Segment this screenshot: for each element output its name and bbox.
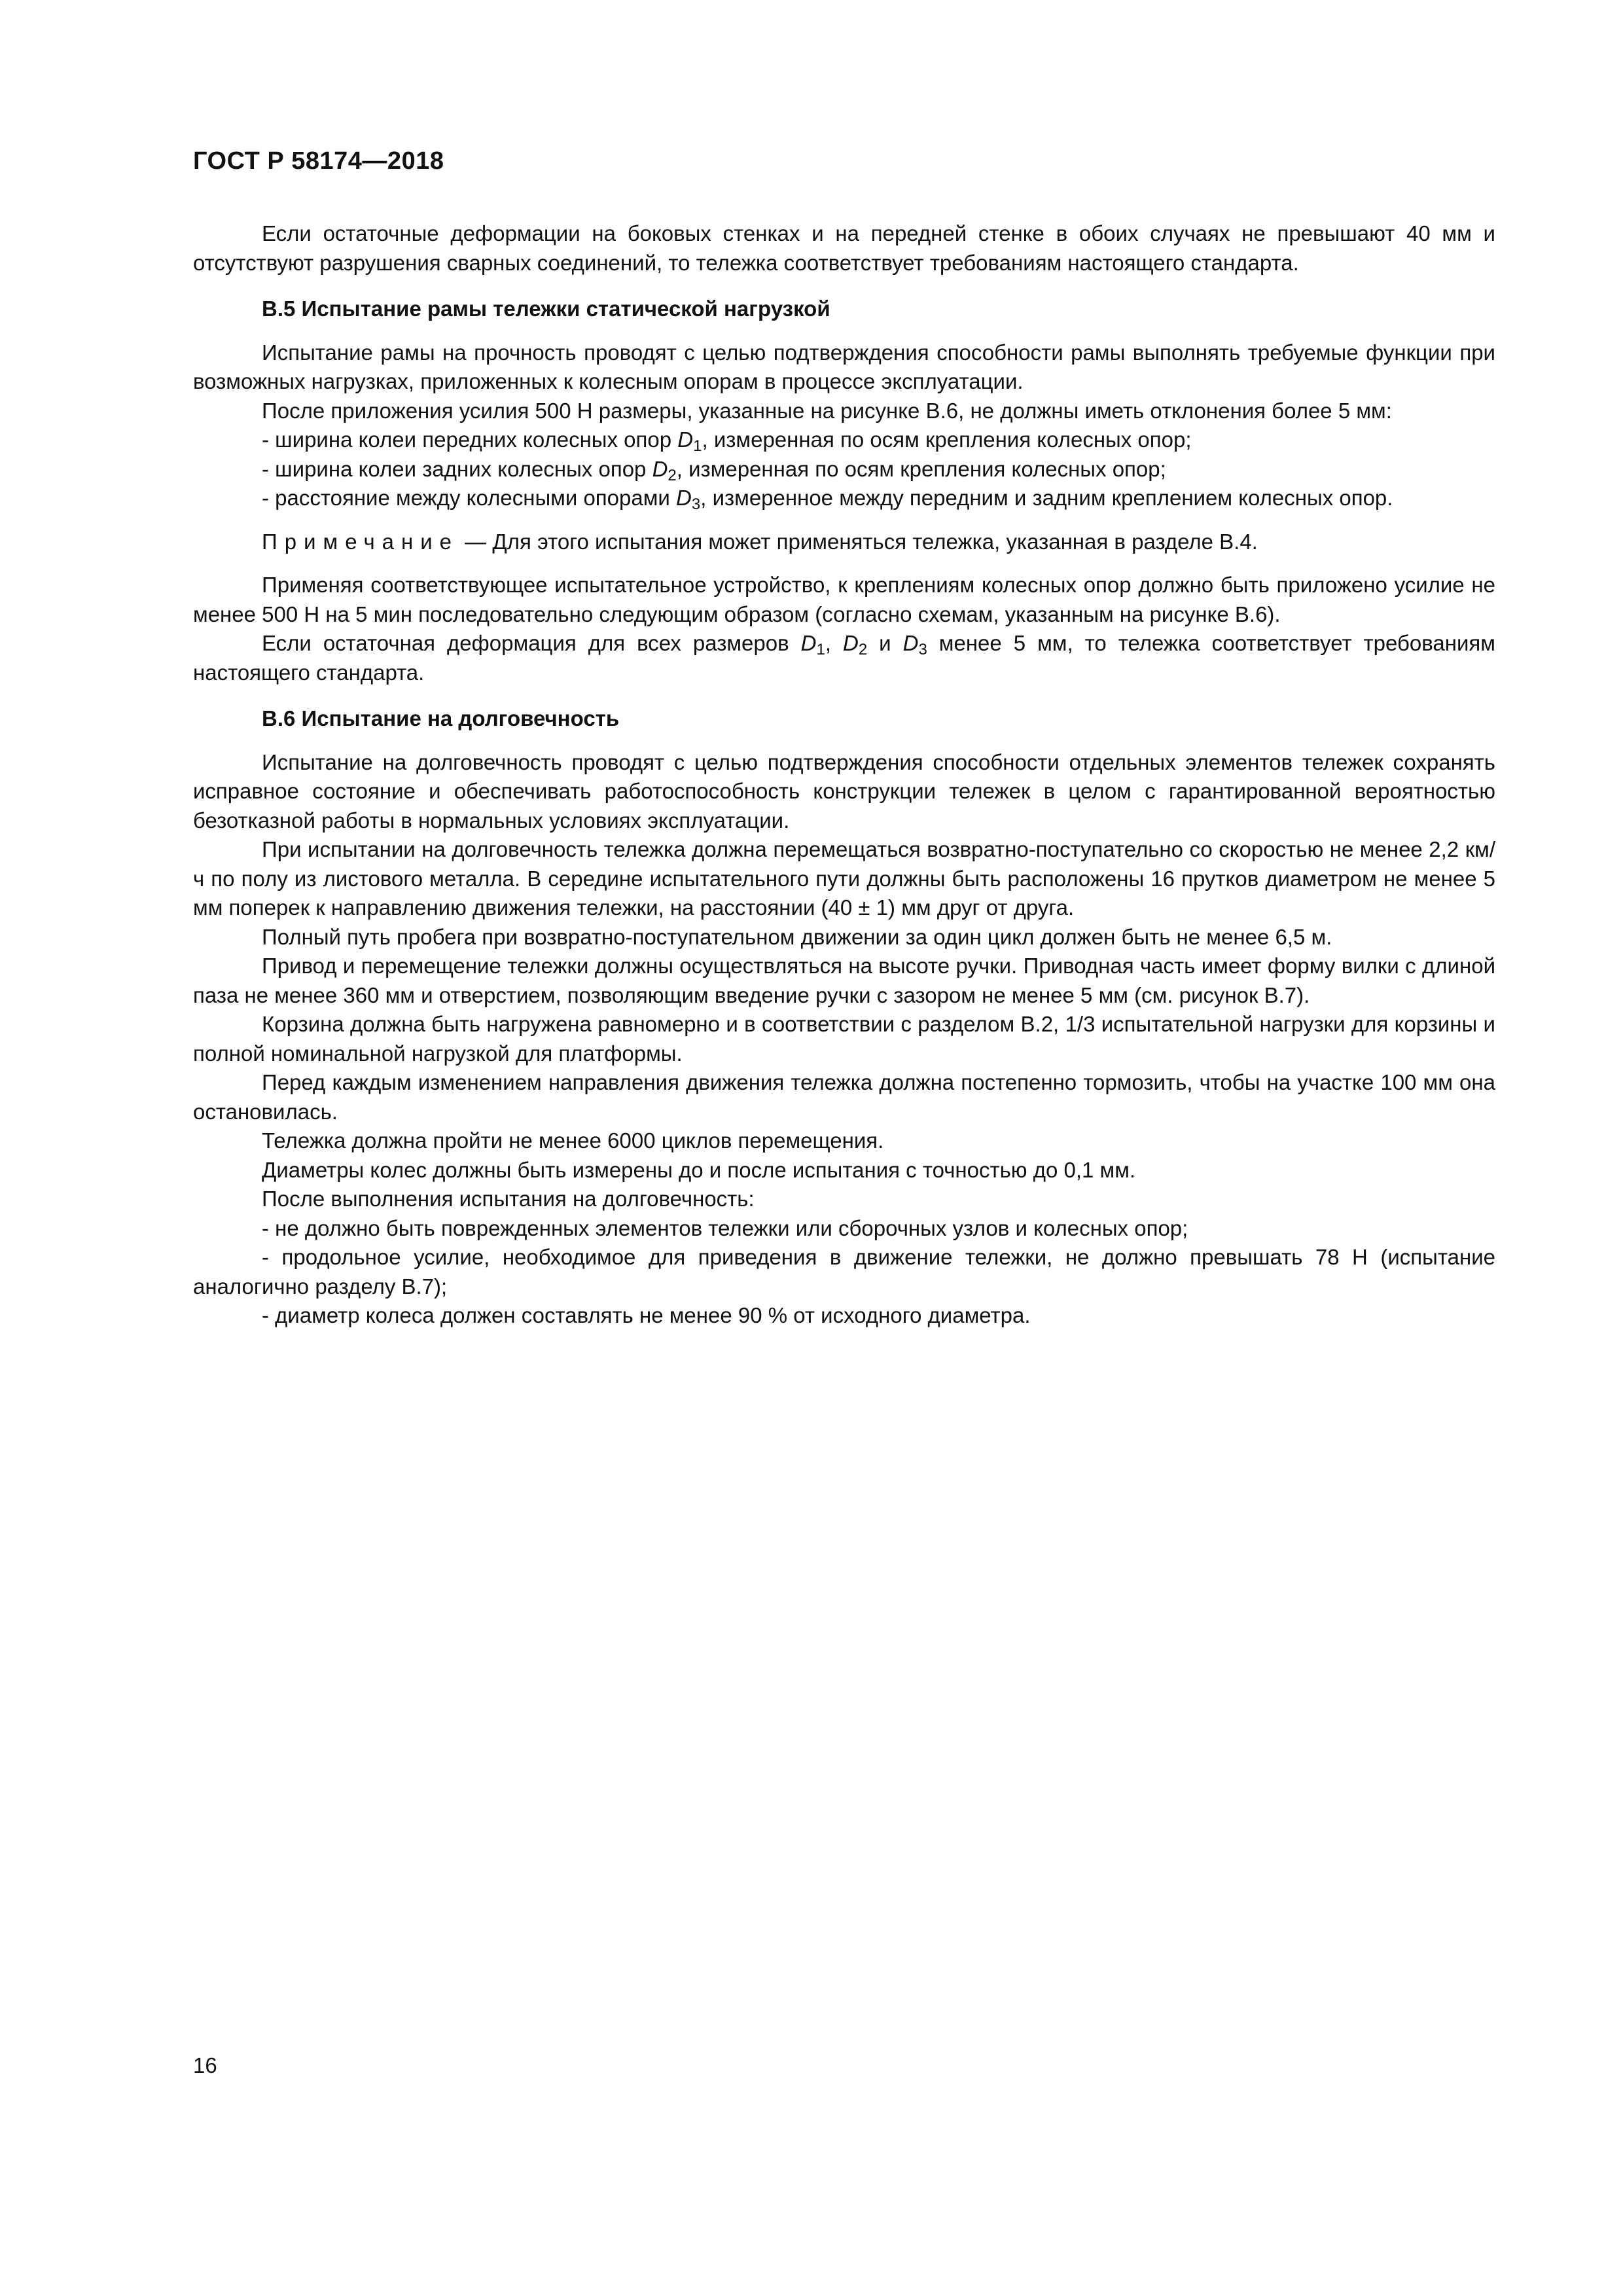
symbol-d: D (902, 631, 919, 655)
text-span: менее 5 мм, то тележка соответствует требованиям настоящего стандарта. (193, 631, 1495, 685)
b6-list-item: - диаметр колеса должен составлять не менее 90 % от исходного диаметра. (262, 1303, 1031, 1327)
b5-list-item-1 (193, 425, 1495, 455)
page-content (193, 219, 1495, 1331)
b6-list-item: - не должно быть поврежденных элементов тележки или сборочных узлов и колесных опор; (262, 1215, 1188, 1240)
symbol-d: D (676, 486, 692, 510)
b5-list-item-2 (193, 455, 1495, 484)
symbol-d: D (800, 631, 817, 655)
subscript: 1 (693, 437, 702, 455)
b6-paragraph: Тележка должна пройти не менее 6000 циклов перемещения. (262, 1128, 884, 1153)
intro-paragraph: Если остаточные деформации на боковых стенках и на передней стенке в обоих случаях не превышают 40 мм и отсутствуют разрушения сварных соединений, то тележка соответствует требованиям настоящего стандарта. (193, 221, 1495, 275)
text-span: - расстояние между колесными опорами (262, 486, 677, 510)
b6-list-item: - продольное усилие, необходимое для приведения в движение тележки, не должно превышать 78 Н (испытание аналогично разделу В.7); (193, 1245, 1495, 1299)
b5-paragraph-4 (193, 629, 1495, 687)
text-span: Если остаточная деформация для всех размеров (262, 631, 801, 655)
symbol-d: D (677, 427, 694, 452)
text-span: , (825, 631, 843, 655)
b5-note (193, 528, 1495, 557)
b5-paragraph-3: Применяя соответствующее испытательное устройство, к креплениям колесных опор должно быть приложено усилие не менее 500 Н на 5 мин последовательно следующим образом (согласно схемам, указанным на рисунке В.6). (193, 573, 1495, 626)
section-b6-title: В.6 Испытание на долговечность (262, 706, 620, 730)
text-span: и (867, 631, 903, 655)
section-b5-title: В.5 Испытание рамы тележки статической нагрузкой (262, 296, 830, 321)
text-span: , измеренная по осям крепления колесных опор; (676, 456, 1166, 481)
symbol-d: D (652, 456, 668, 481)
b6-paragraph: Перед каждым изменением направления движения тележка должна постепенно тормозить, чтобы на участке 100 мм она остановилась. (193, 1070, 1495, 1124)
b5-paragraph-1: Испытание рамы на прочность проводят с целью подтверждения способности рамы выполнять требуемые функции при возможных нагрузках, приложенных к колесным опорам в процессе эксплуатации. (193, 340, 1495, 393)
text-span: , измеренная по осям крепления колесных опор; (702, 427, 1192, 452)
subscript: 2 (668, 466, 677, 484)
symbol-d: D (842, 631, 859, 655)
page-number: 16 (193, 2053, 217, 2077)
subscript: 3 (691, 495, 701, 513)
b6-paragraph: Диаметры колес должны быть измерены до и после испытания с точностью до 0,1 мм. (262, 1157, 1136, 1182)
b6-paragraph: Полный путь пробега при возвратно-поступательном движении за один цикл должен быть не менее 6,5 м. (262, 924, 1332, 949)
b5-paragraph-2: После приложения усилия 500 Н размеры, указанные на рисунке В.6, не должны иметь отклонения более 5 мм: (262, 398, 1392, 423)
note-text: — Для этого испытания может применяться тележка, указанная в разделе В.4. (459, 529, 1258, 554)
b6-paragraph: После выполнения испытания на долговечность: (262, 1187, 755, 1211)
text-span: , измеренное между передним и задним креплением колесных опор. (700, 486, 1393, 510)
text-span: - ширина колеи передних колесных опор (262, 427, 678, 452)
note-label: Примечание (262, 529, 459, 554)
b5-list-item-3 (193, 484, 1495, 513)
b6-paragraph: Испытание на долговечность проводят с целью подтверждения способности отдельных элементов тележек сохранять исправное состояние и обеспечивать работоспособность конструкции тележек в целом с гарантированной вероятностью безотказной работы в нормальных условиях эксплуатации. (193, 749, 1495, 833)
subscript: 2 (858, 641, 868, 658)
b6-paragraph: При испытании на долговечность тележка должна перемещаться возвратно-поступательно со скоростью не менее 2,2 км/ч по полу из листового металла. В середине испытательного пути должны быть расположены 16 прутков диаметром не менее 5 мм поперек к направлению движения тележки, на расстоянии (40 ± 1) мм друг от друга. (193, 837, 1495, 920)
document-code-header: ГОСТ Р 58174—2018 (193, 147, 444, 175)
b6-paragraph: Корзина должна быть нагружена равномерно и в соответствии с разделом В.2, 1/3 испытательной нагрузки для корзины и полной номинальной нагрузкой для платформы. (193, 1012, 1495, 1066)
subscript: 1 (816, 641, 825, 658)
text-span: - ширина колеи задних колесных опор (262, 456, 652, 481)
b6-paragraph: Привод и перемещение тележки должны осуществляться на высоте ручки. Приводная часть имеет форму вилки с длиной паза не менее 360 мм и отверстием, позволяющим введение ручки с зазором не менее 5 мм (см. рисунок В.7). (193, 954, 1495, 1007)
subscript: 3 (918, 641, 927, 658)
